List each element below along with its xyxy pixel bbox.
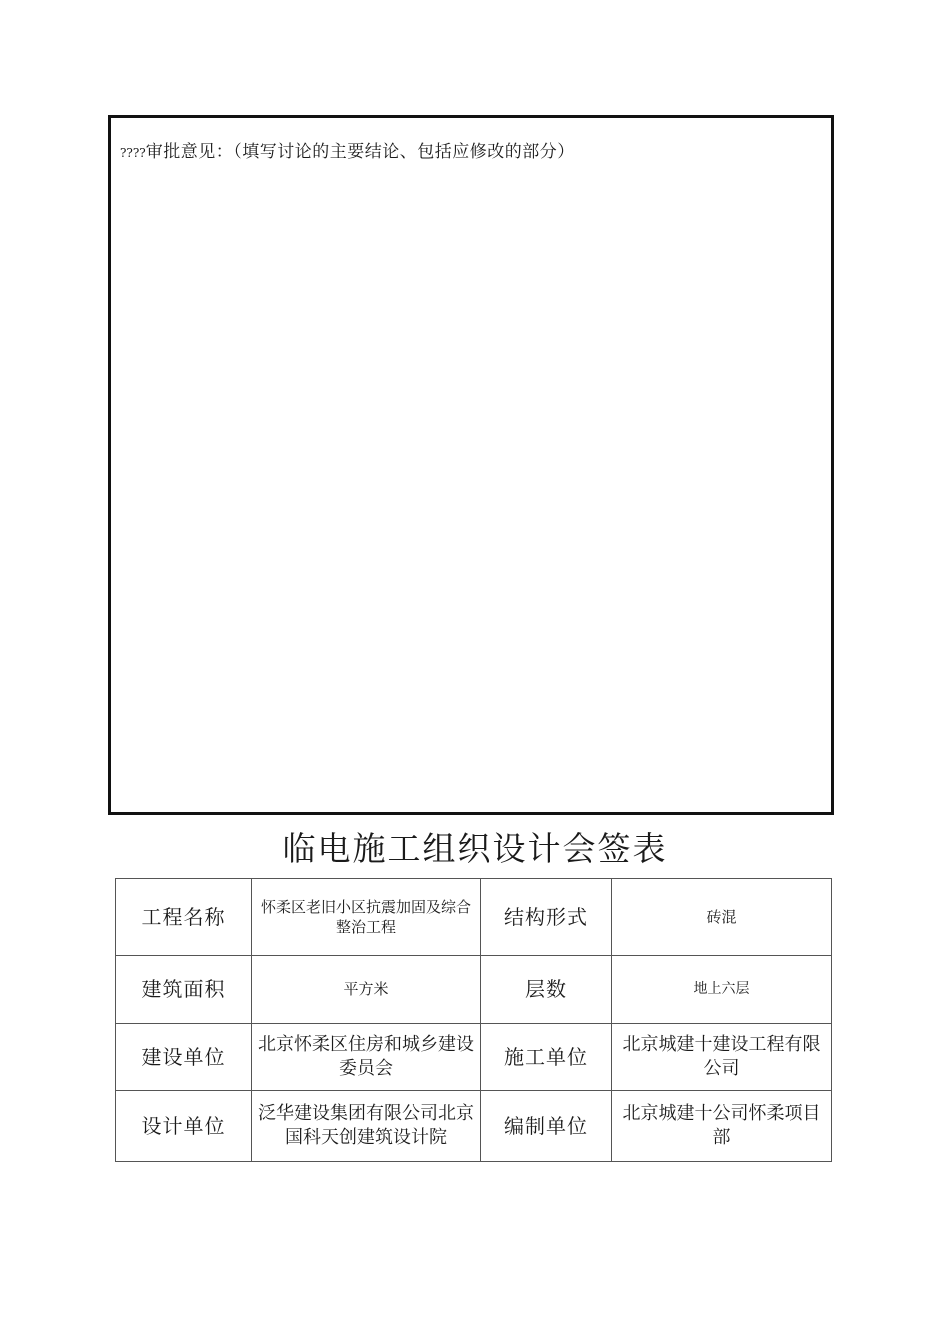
developer-label: 建设单位 bbox=[116, 1024, 252, 1091]
compiler-label: 编制单位 bbox=[481, 1091, 612, 1162]
approval-prompt-text: 审批意见：（填写讨论的主要结论、包括应修改的部分） bbox=[145, 142, 575, 162]
approval-prefix: ???? bbox=[120, 146, 146, 160]
structure-type-value[interactable]: 砖混 bbox=[612, 879, 832, 956]
project-name-label: 工程名称 bbox=[116, 879, 252, 956]
table-row bbox=[116, 879, 832, 956]
designer-label: 设计单位 bbox=[116, 1091, 252, 1162]
approval-opinion-box[interactable] bbox=[108, 115, 834, 815]
table-row bbox=[116, 956, 832, 1024]
compiler-value[interactable]: 北京城建十公司怀柔项目部 bbox=[612, 1091, 832, 1162]
structure-type-label: 结构形式 bbox=[481, 879, 612, 956]
approval-prompt bbox=[120, 137, 575, 162]
sign-off-table bbox=[115, 878, 832, 1162]
form-title: 临电施工组织设计会签表 bbox=[282, 829, 668, 868]
contractor-label: 施工单位 bbox=[481, 1024, 612, 1091]
building-area-value[interactable]: 平方米 bbox=[252, 956, 481, 1024]
contractor-value[interactable]: 北京城建十建设工程有限公司 bbox=[612, 1024, 832, 1091]
floors-label: 层数 bbox=[481, 956, 612, 1024]
table-row bbox=[116, 1091, 832, 1162]
developer-value[interactable]: 北京怀柔区住房和城乡建设委员会 bbox=[252, 1024, 481, 1091]
table-row bbox=[116, 1024, 832, 1091]
building-area-label: 建筑面积 bbox=[116, 956, 252, 1024]
floors-value[interactable]: 地上六层 bbox=[612, 956, 832, 1024]
project-name-value[interactable]: 怀柔区老旧小区抗震加固及综合整治工程 bbox=[252, 879, 481, 956]
designer-value[interactable]: 泛华建设集团有限公司北京国科天创建筑设计院 bbox=[252, 1091, 481, 1162]
